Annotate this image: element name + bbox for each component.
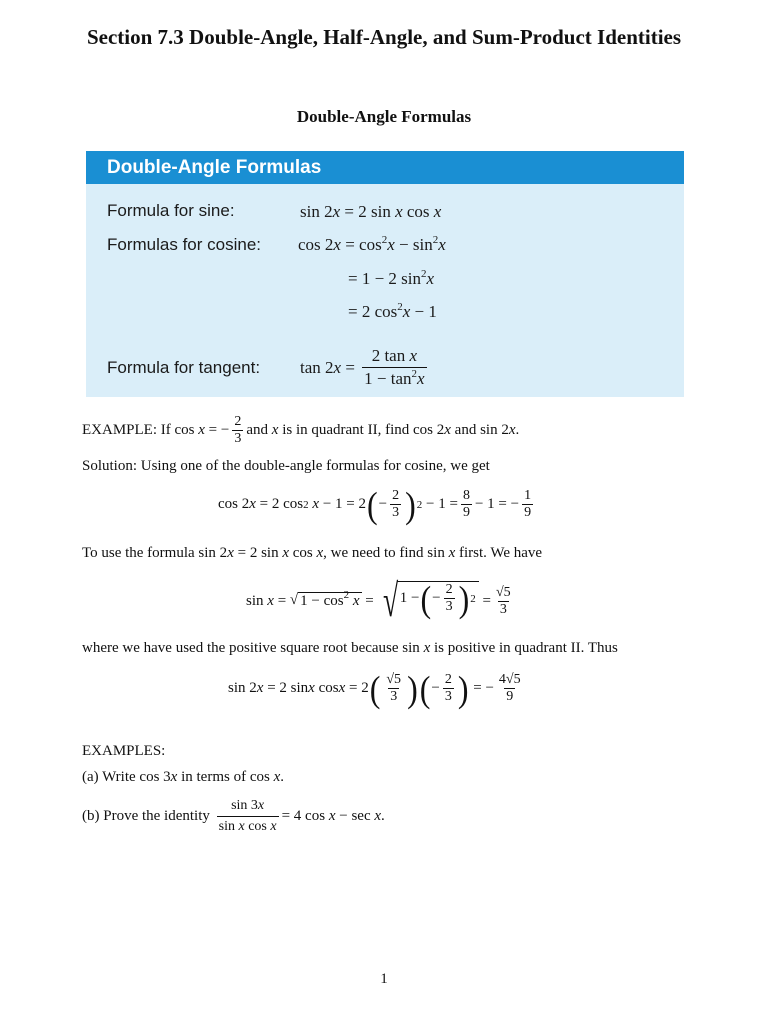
formula-box <box>86 151 684 397</box>
sine-label: Formula for sine: <box>107 201 235 220</box>
equation-sin2x: sin 2 x = 2 sin x cos x = 2 ( $\frac{√5}{3}$ ) ( − $\frac{2}{3}$ ) = − $\frac{4√5}{9}$ <box>228 667 521 710</box>
sine-formula: sin 2x = 2 sin x cos x <box>300 202 442 221</box>
cosine-formula-2: = 1 − 2 $\sin^2x$ <box>348 268 435 288</box>
solution-intro: Solution: Using one of the double-angle formulas for cosine, we get <box>82 458 490 474</box>
cosine-formula-3: = 2 $\cos^2x - 1$ <box>348 301 437 321</box>
equation-cos2x: cos 2 x = 2 cos 2 x − 1 = 2 ( − $\frac{2}{3}$ ) 2 − 1 = $\frac{8}{9}$ − 1 = − $\frac{1}{9}$ <box>218 483 532 526</box>
cosine-label: Formulas for cosine: <box>107 235 261 254</box>
tangent-formula: tan 2 x = $\frac{\text{2 tan x}}{1 - \tan^2x}$ <box>300 346 425 388</box>
section-subtitle: Double-Angle Formulas <box>296 107 472 126</box>
tangent-label: Formula for tangent: <box>107 358 261 377</box>
examples-heading: EXAMPLES: <box>82 743 166 759</box>
example-statement: EXAMPLE: If cos x = − $\frac{2}{3}$ and x is in quadrant II, find cos 2 x and sin 2 x . <box>82 414 520 446</box>
example-b: (b) Prove the identity $\frac{\sin 3x}{\text{sin x cos x}}$ = 4 cos x − sec x . <box>82 796 385 837</box>
cosine-formula-1: $\cos 2x = \cos^2x - \sin^2x$ <box>298 234 446 254</box>
formula-box-header: Double-Angle Formulas <box>86 151 684 184</box>
example-a: (a) Write cos 3x in terms of cos x. <box>82 769 284 785</box>
where-text: where we have used the positive square root because sin x is positive in quadrant II. Thus <box>82 640 618 656</box>
page-number: 1 <box>380 971 388 987</box>
mid-text: To use the formula sin 2x = 2 sin x cos x, we need to find sin x first. We have <box>82 545 543 561</box>
equation-sinx: sin x = √ $1 - \cos^2 x$ = √ 1 − ( − $\frac{2}{3}$ ) 2 = $\frac{√5}{3}$ <box>246 575 511 626</box>
page-title: Section 7.3 Double-Angle, Half-Angle, and Sum-Product Identities <box>86 25 682 49</box>
